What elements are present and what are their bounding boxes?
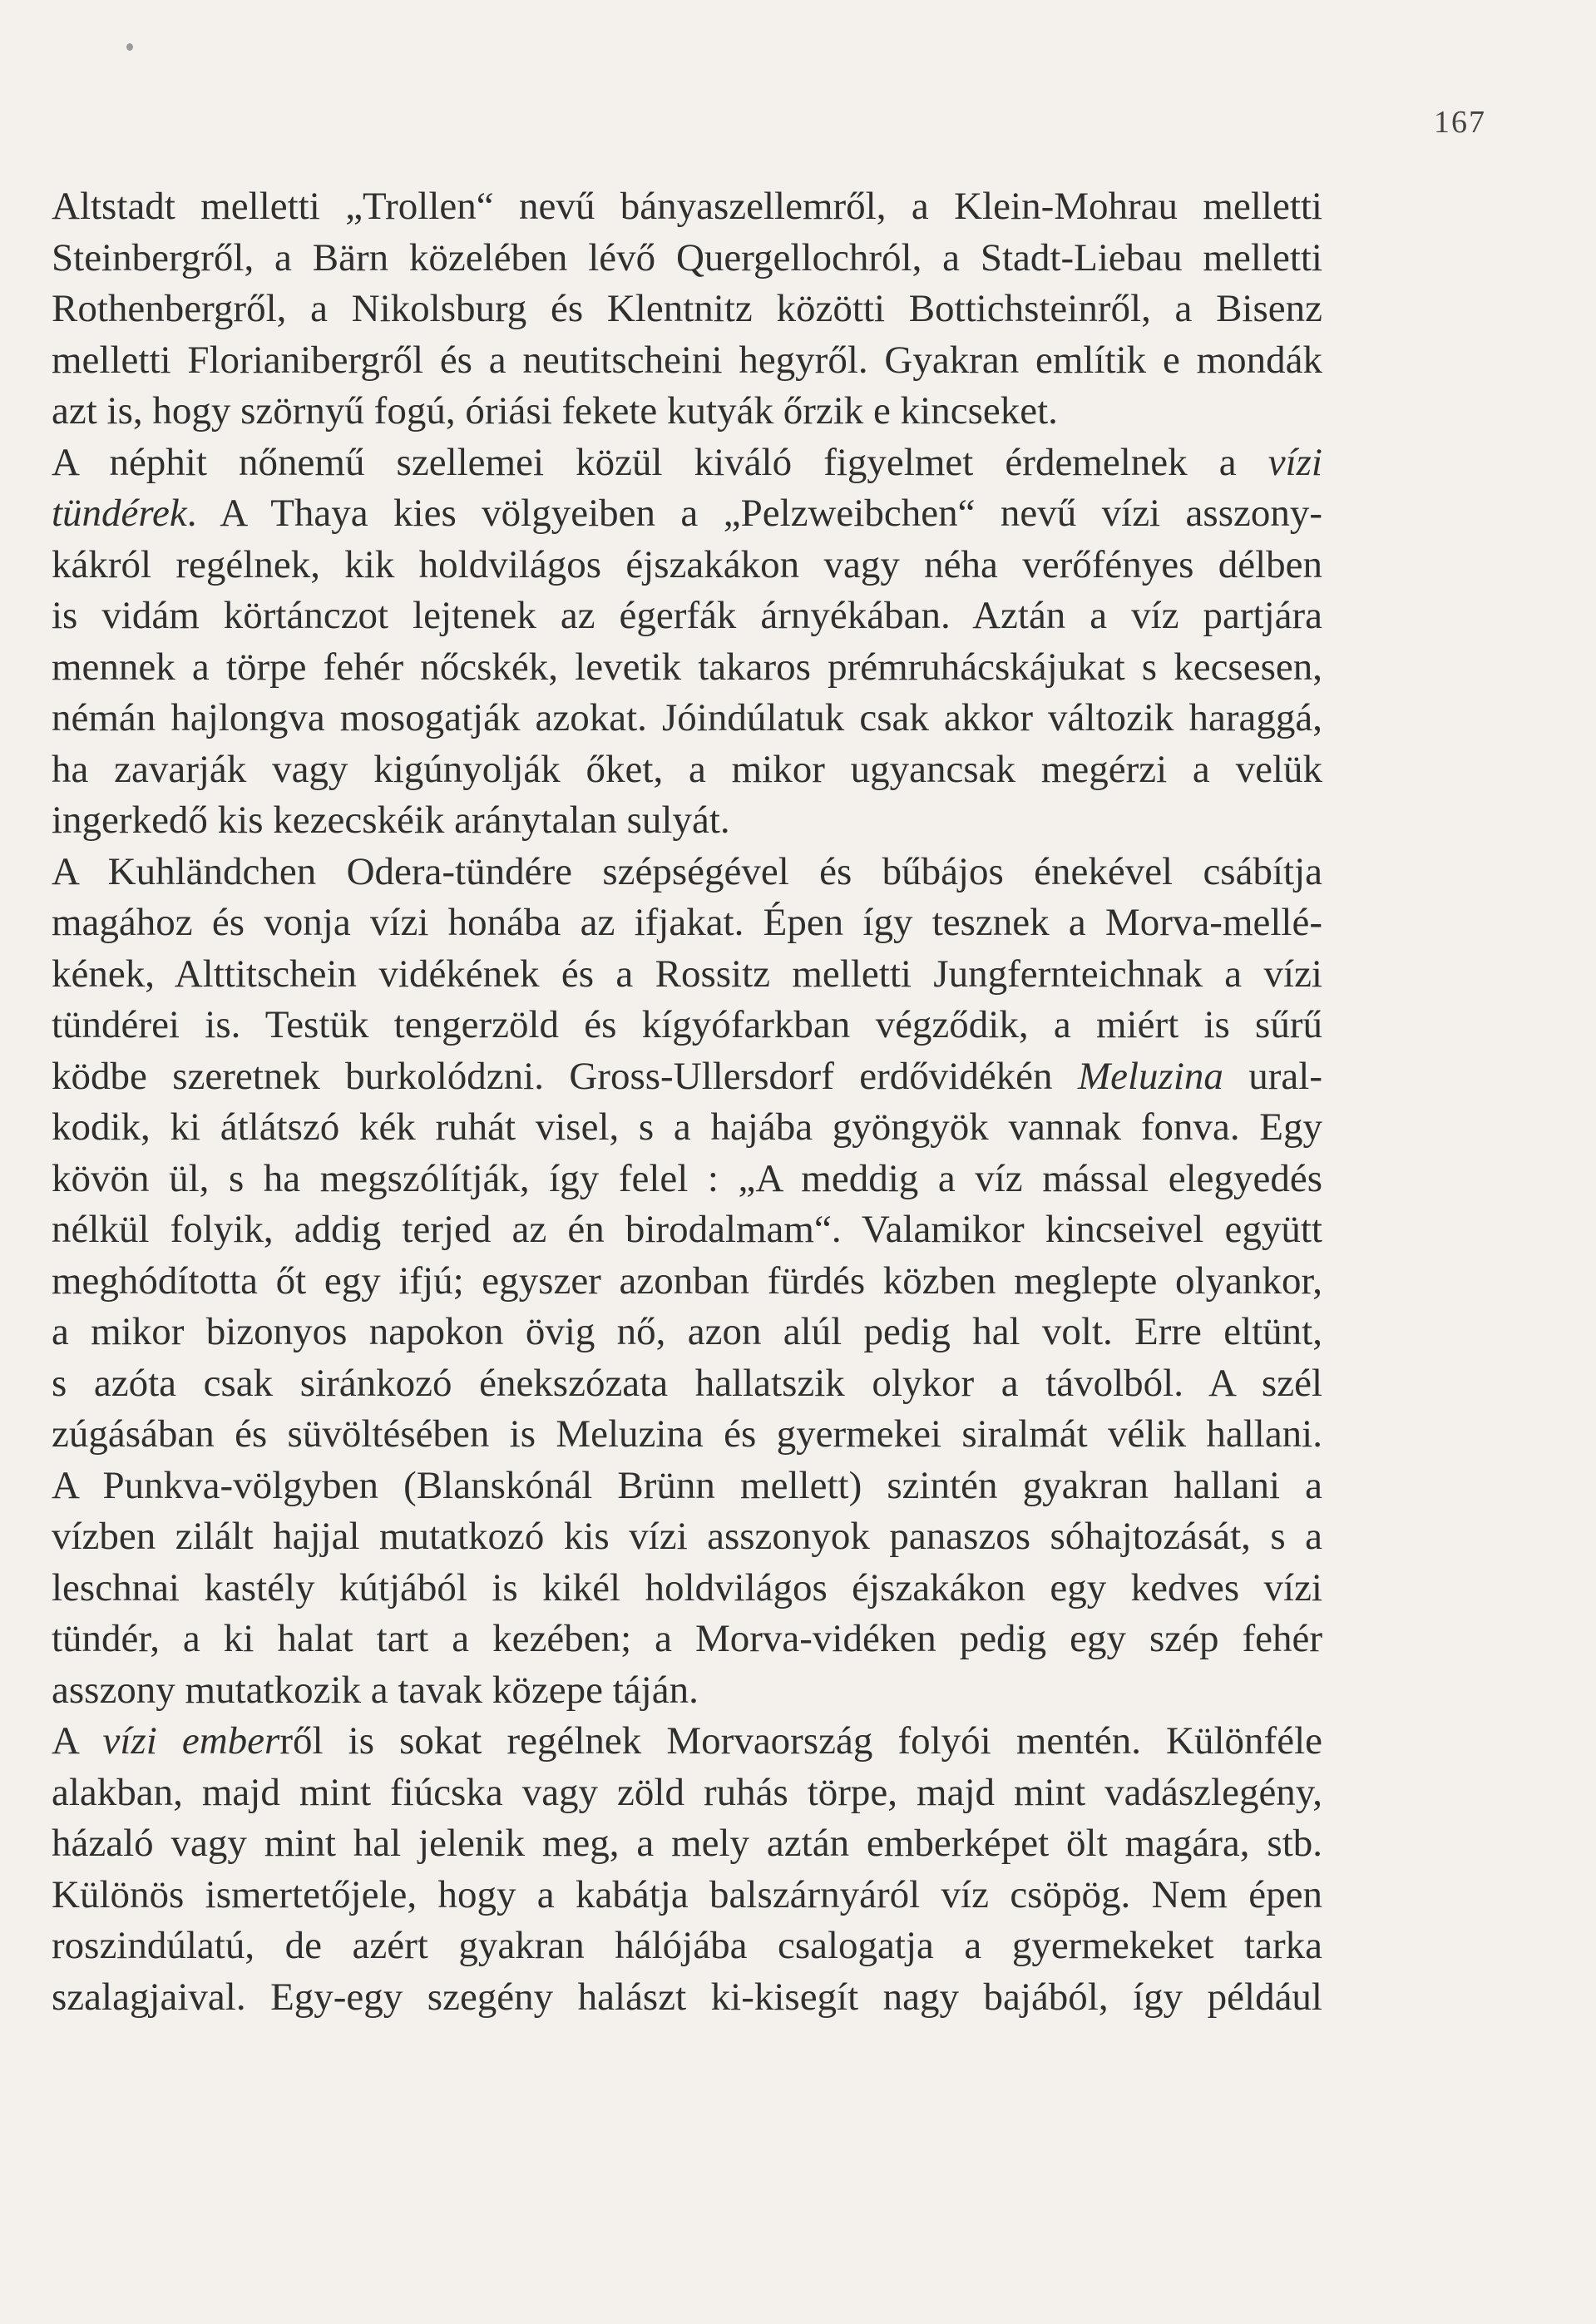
text-line — [52, 1716, 1322, 1768]
text-segment: mennek a törpe fehér nőcskék, levetik takaros prémruhácskájukat s kecsesen, — [52, 645, 1322, 689]
text-segment: Steinbergről, a Bärn közelében lévő Quergellochról, a Stadt-Liebau melletti — [52, 235, 1322, 279]
text-segment: szalagjaival. Egy-egy szegény halászt ki-kisegít nagy bajából, így például — [52, 1975, 1322, 2019]
text-segment: s azóta csak siránkozó énekszózata hallatszik olykor a távolból. A szél — [52, 1361, 1322, 1405]
text-segment: ködbe szeretnek burkolódzni. Gross-Ullersdorf erdővidékén — [52, 1054, 1078, 1098]
text-segment: Rothenbergről, a Nikolsburg és Klentnitz közötti Bottichsteinről, a Bisenz — [52, 287, 1322, 330]
text-line — [52, 1154, 1322, 1205]
text-line — [52, 1921, 1322, 1972]
text-segment: ha zavarják vagy kigúnyolják őket, a mikor ugyancsak megérzi a velük — [52, 747, 1322, 791]
text-line — [52, 591, 1322, 642]
text-segment: meghódította őt egy ifjú; egyszer azonban fürdés közben meglepte olyankor, — [52, 1258, 1322, 1303]
text-segment: alakban, majd mint fiúcska vagy zöld ruhás törpe, majd mint vadászlegény, — [52, 1770, 1322, 1814]
print-speck — [126, 43, 133, 51]
text-line — [52, 488, 1322, 540]
page-number: 167 — [1434, 105, 1486, 140]
text-segment: ingerkedő kis kezecskéik aránytalan sulyát. — [52, 799, 730, 842]
text-segment: zúgásában és süvöltésében is Meluzina és gyermekei siralmát vélik hallani. — [52, 1412, 1322, 1456]
text-segment: kövön ül, s ha megszólítják, így felel : „A meddig a víz mással elegyedés — [52, 1156, 1322, 1200]
text-line — [52, 693, 1322, 744]
text-segment: A — [52, 1719, 103, 1763]
text-segment: kének, Alttitschein vidékének és a Rossitz melletti Jungfernteichnak a vízi — [52, 952, 1322, 996]
text-segment: nélkül folyik, addig terjed az én birodalmam“. Valamikor kincseivel együtt — [52, 1208, 1322, 1251]
text-segment: azt is, hogy szörnyű fogú, óriási fekete kutyák őrzik e kincseket. — [52, 389, 1058, 433]
text-segment: roszindúlatú, de azért gyakran hálójába csalogatja a gyermekeket tarka — [52, 1924, 1322, 1967]
text-segment: ről is sokat regélnek Morvaország folyói mentén. Különféle — [279, 1719, 1322, 1763]
text-segment: kákról regélnek, kik holdvilágos éjszakákon vagy néha verőfényes délben — [52, 542, 1322, 586]
text-segment: asszony mutatkozik a tavak közepe táján. — [52, 1668, 699, 1712]
text-segment: ural- — [1223, 1054, 1322, 1098]
text-line — [52, 642, 1322, 694]
text-line — [52, 1102, 1322, 1154]
text-line — [52, 795, 1322, 847]
text-line — [52, 1409, 1322, 1461]
text-line — [52, 897, 1322, 949]
text-line — [52, 847, 1322, 898]
text-line — [52, 1461, 1322, 1512]
text-line — [52, 233, 1322, 284]
text-line — [52, 1870, 1322, 1921]
text-segment: Altstadt melletti „Trollen“ nevű bányaszellemről, a Klein-Mohrau melletti — [52, 185, 1322, 228]
text-line — [52, 438, 1322, 489]
italic-term: Meluzina — [1077, 1054, 1223, 1098]
text-line — [52, 1256, 1322, 1308]
text-segment: vízben zilált hajjal mutatkozó kis vízi asszonyok panaszos sóhajtozását, s a — [52, 1515, 1322, 1558]
text-line — [52, 1000, 1322, 1051]
text-line — [52, 1818, 1322, 1870]
text-line — [52, 1307, 1322, 1358]
text-line — [52, 1051, 1322, 1103]
text-segment: magához és vonja vízi honába az ifjakat. Épen így tesznek a Morva-mellé- — [52, 901, 1322, 944]
text-line — [52, 1768, 1322, 1819]
text-line — [52, 1204, 1322, 1256]
text-line — [52, 181, 1322, 233]
text-segment: is vidám körtánczot lejtenek az égerfák árnyékában. Aztán a víz partjára — [52, 594, 1322, 637]
text-segment: A néphit nőnemű szellemei közül kiváló figyelmet érdemelnek a — [52, 440, 1268, 484]
text-line — [52, 284, 1322, 335]
italic-term: vízi — [1267, 440, 1322, 484]
italic-term: tündérek — [52, 492, 187, 535]
text-line — [52, 386, 1322, 438]
text-line — [52, 1614, 1322, 1665]
text-segment: A Kuhländchen Odera-tündére szépségével és bűbájos énekével csábítja — [52, 849, 1322, 893]
text-line — [52, 949, 1322, 1001]
text-segment: Különös ismertetőjele, hogy a kabátja balszárnyáról víz csöpög. Nem épen — [52, 1872, 1322, 1916]
text-line — [52, 1358, 1322, 1410]
text-line — [52, 744, 1322, 796]
text-segment: A Punkva-völgyben (Blanskónál Brünn mellett) szintén gyakran hallani a — [52, 1463, 1322, 1507]
italic-term: vízi ember — [102, 1719, 280, 1763]
text-segment: tündér, a ki halat tart a kezében; a Morva-vidéken pedig egy szép fehér — [52, 1617, 1322, 1660]
text-segment: leschnai kastély kútjából is kikél holdvilágos éjszakákon egy kedves vízi — [52, 1565, 1322, 1609]
text-line — [52, 1511, 1322, 1563]
text-line — [52, 335, 1322, 387]
body-text — [52, 181, 1322, 2023]
text-line — [52, 1665, 1322, 1717]
text-segment: . A Thaya kies völgyeiben a „Pelzweibchen“ nevű vízi asszony- — [186, 492, 1322, 535]
text-segment: némán hajlongva mosogatják azokat. Jóindúlatuk csak akkor változik haraggá, — [52, 696, 1322, 739]
text-line — [52, 1563, 1322, 1614]
text-line — [52, 1972, 1322, 2024]
text-segment: melletti Florianibergről és a neutitscheini hegyről. Gyakran említik e mondák — [52, 338, 1322, 382]
text-segment: a mikor bizonyos napokon övig nő, azon alúl pedig hal volt. Erre eltünt, — [52, 1310, 1322, 1353]
text-segment: kodik, ki átlátszó kék ruhát visel, s a hajába gyöngyök vannak fonva. Egy — [52, 1105, 1322, 1149]
text-segment: tündérei is. Testük tengerzöld és kígyófarkban végződik, a miért is sűrű — [52, 1003, 1322, 1046]
text-segment: házaló vagy mint hal jelenik meg, a mely aztán emberképet ölt magára, stb. — [52, 1822, 1322, 1865]
text-line — [52, 540, 1322, 591]
